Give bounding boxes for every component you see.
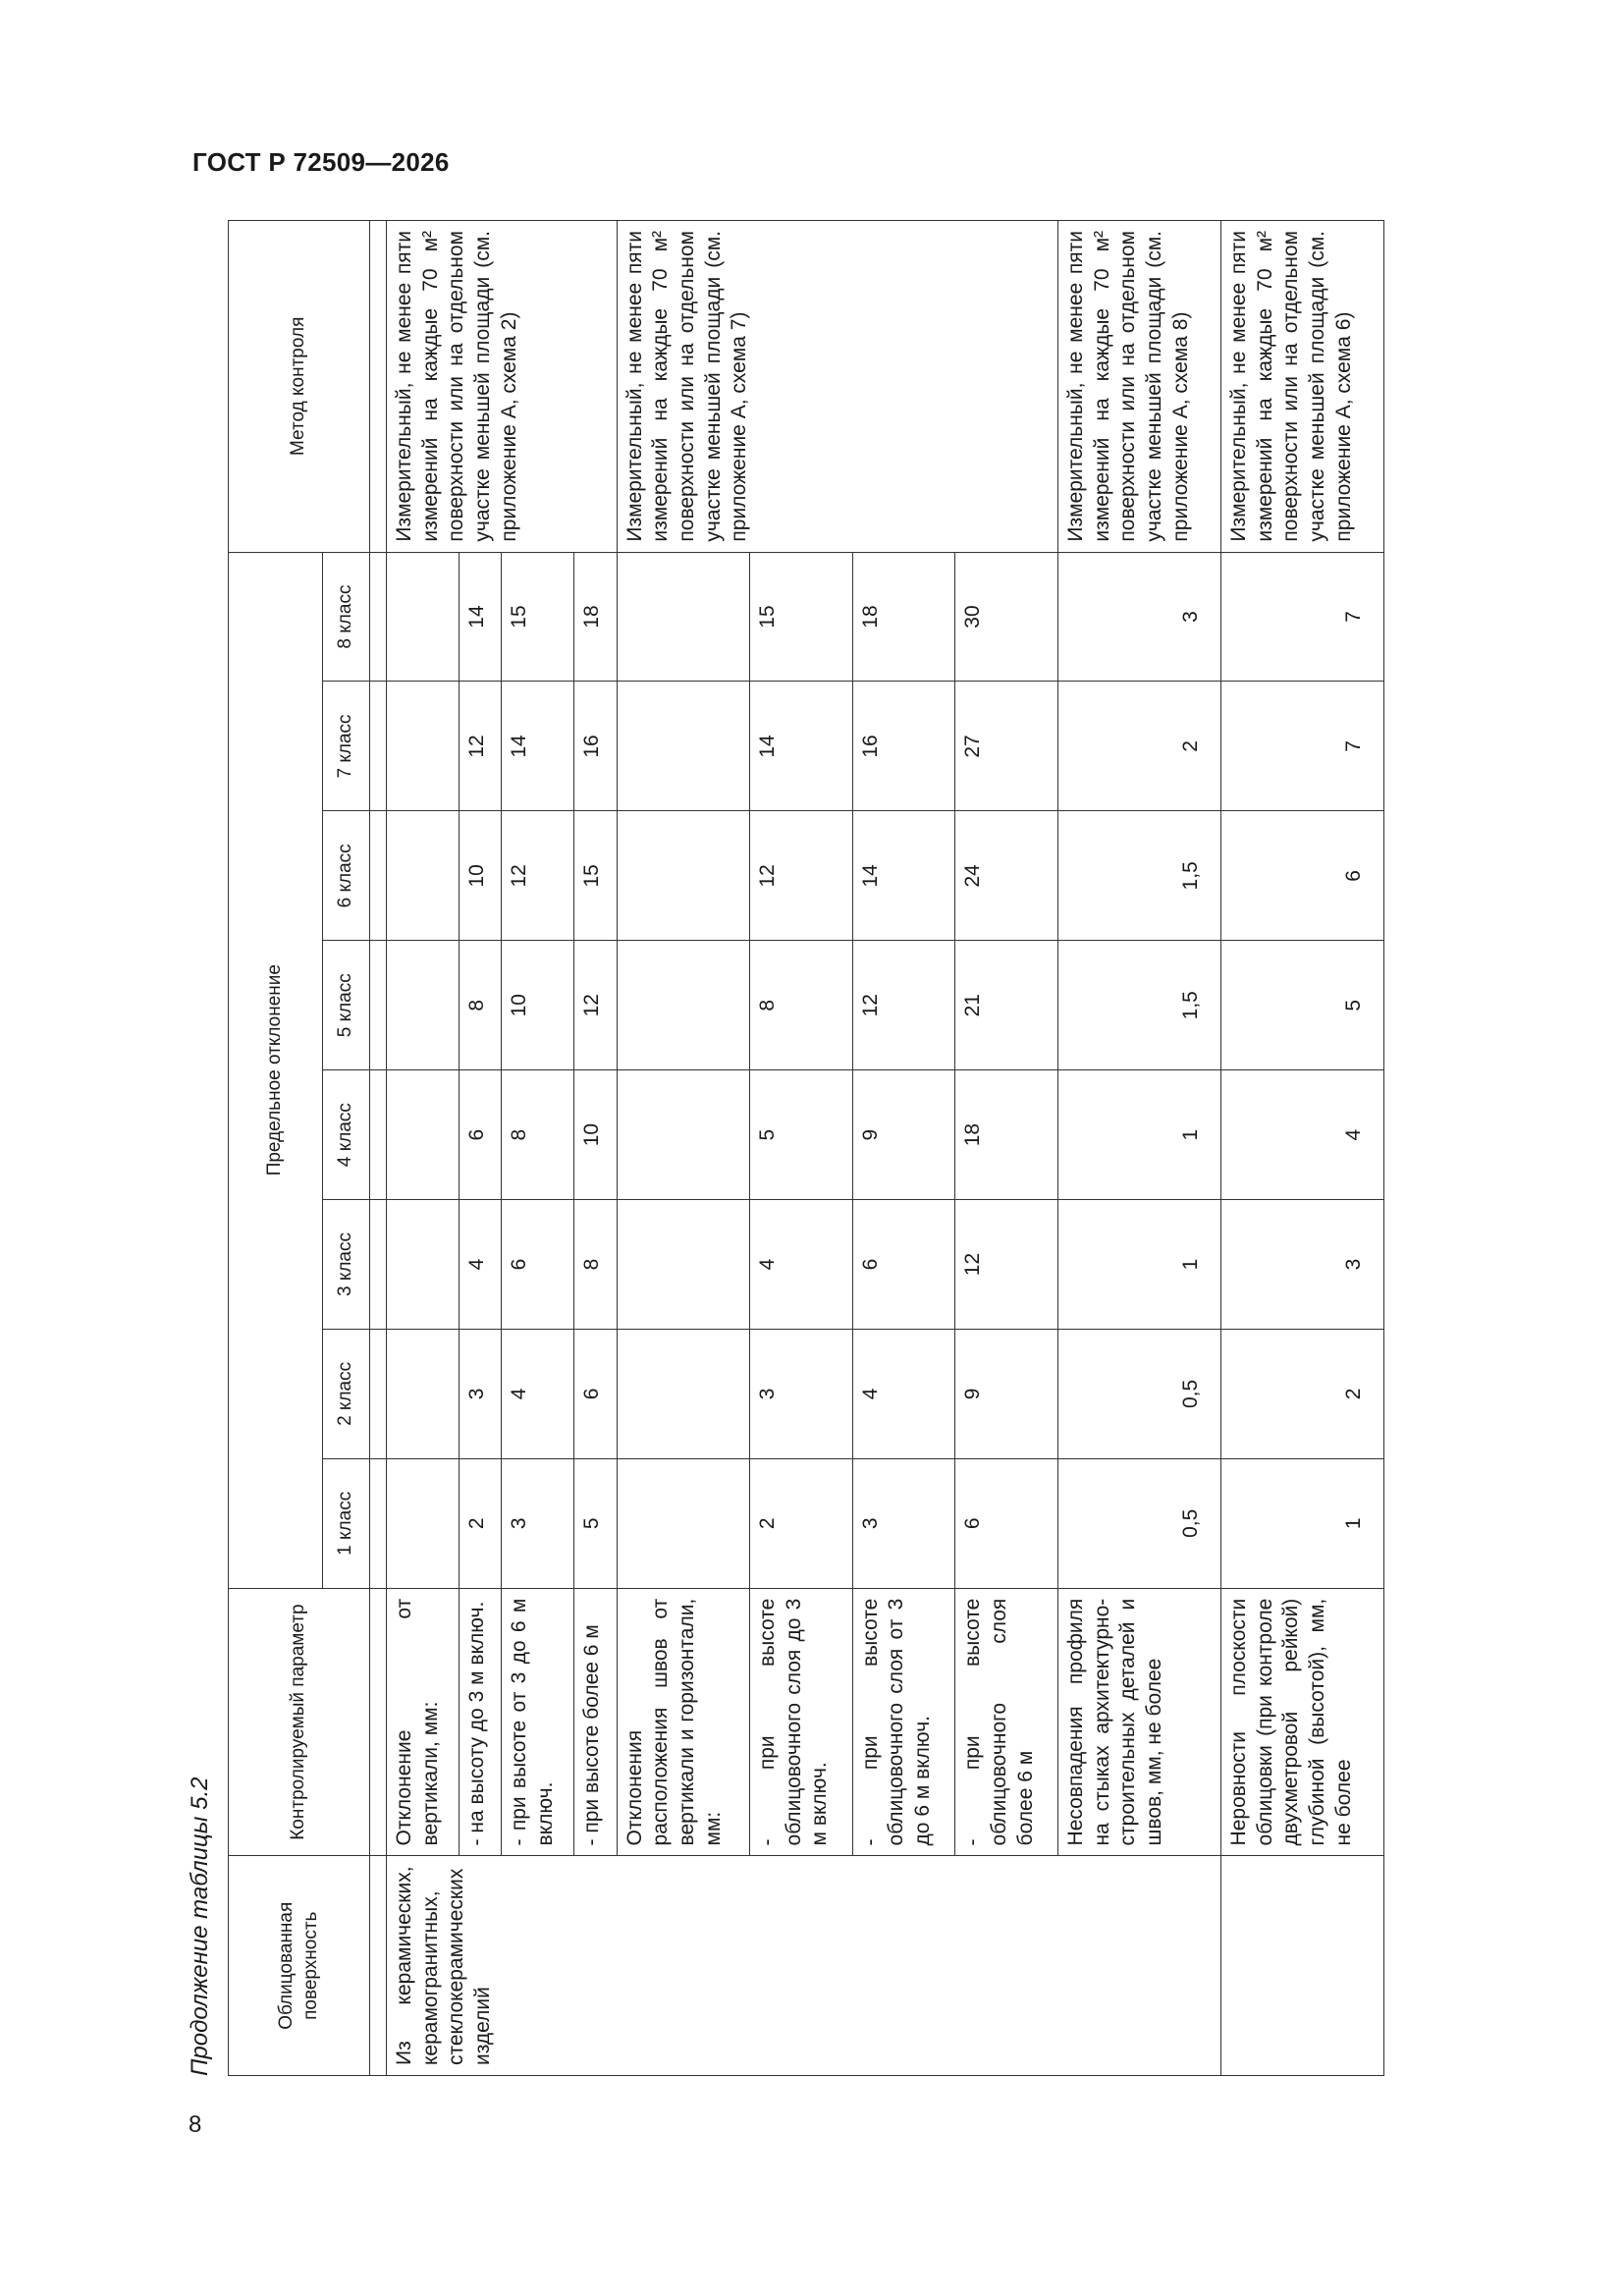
value-cell: 8 (459, 941, 501, 1070)
value-cell: 8 (749, 941, 852, 1070)
value-cell: 8 (574, 1200, 617, 1330)
value-cell: 1 (1220, 1458, 1383, 1588)
value-cell: 16 (574, 682, 617, 811)
header-class-7: 7 класс (323, 682, 370, 811)
parameter-label: - при высоте облицовочного слоя до 3 м включ. (749, 1588, 852, 1856)
value-cell: 5 (1220, 941, 1383, 1070)
parameter-label: - при высоте облицовочного слоя от 3 до 6 м включ. (852, 1588, 955, 1856)
value-cell: 24 (955, 811, 1058, 941)
value-cell: 15 (749, 552, 852, 682)
parameter-label: Несовпадения профиля на стыках архитектурно-строительных деталей и швов, мм, не более (1057, 1588, 1220, 1856)
value-cell: 7 (1220, 552, 1383, 682)
value-cell: 18 (955, 1070, 1058, 1200)
header-class-5: 5 класс (323, 941, 370, 1070)
parameter-label: - при высоте от 3 до 6 м включ. (502, 1588, 574, 1856)
document-code: ГОСТ Р 72509—2026 (192, 147, 450, 177)
value-cell: 18 (574, 552, 617, 682)
value-cell: 3 (459, 1329, 501, 1458)
value-cell: 3 (1220, 1200, 1383, 1330)
value-cell: 4 (852, 1329, 955, 1458)
value-cell: 3 (1057, 552, 1220, 682)
header-method: Метод контроля (229, 221, 370, 553)
parameter-title: Отклонения расположения швов от вертикали и горизонтали, мм: (617, 1588, 749, 1856)
value-cell: 10 (502, 941, 574, 1070)
value-cell: 4 (459, 1200, 501, 1330)
value-cell: 12 (749, 811, 852, 941)
value-cell: 7 (1220, 682, 1383, 811)
table-row (1057, 221, 1220, 2076)
column-number-row (370, 221, 387, 2076)
value-cell: 3 (502, 1458, 574, 1588)
value-cell: 1,5 (1057, 941, 1220, 1070)
method-cell: Измерительный, не менее пяти измерений на каждые 70 м² поверхности или на отдельном участке меньшей площади (см. приложение А, схема 8) (1057, 221, 1220, 553)
value-cell: 9 (955, 1329, 1058, 1458)
value-cell: 10 (459, 811, 501, 941)
header-class-3: 3 класс (323, 1200, 370, 1330)
value-cell: 3 (749, 1329, 852, 1458)
header-parameter: Контролируемый параметр (229, 1588, 370, 1856)
value-cell: 14 (749, 682, 852, 811)
value-cell: 6 (459, 1070, 501, 1200)
rotated-table-block (187, 220, 1384, 2076)
parameter-title: Отклонение от вертикали, мм: (387, 1588, 460, 1856)
method-cell: Измерительный, не менее пяти измерений на каждые 70 м² поверхности или на отдельном участке меньшей площади (см. приложение А, схема 2) (387, 221, 618, 553)
value-cell: 8 (502, 1070, 574, 1200)
value-cell: 9 (852, 1070, 955, 1200)
value-cell: 10 (574, 1070, 617, 1200)
value-cell: 30 (955, 552, 1058, 682)
header-deviation: Предельное отклонение (229, 552, 323, 1588)
table-row (617, 221, 749, 2076)
header-class-2: 2 класс (323, 1329, 370, 1458)
value-cell: 5 (749, 1070, 852, 1200)
deviation-table (228, 220, 1384, 2076)
value-cell: 15 (502, 552, 574, 682)
value-cell: 2 (459, 1458, 501, 1588)
value-cell: 6 (502, 1200, 574, 1330)
value-cell: 4 (1220, 1070, 1383, 1200)
value-cell: 6 (852, 1200, 955, 1330)
value-cell: 2 (1220, 1329, 1383, 1458)
page-number: 8 (189, 2111, 202, 2138)
value-cell: 2 (749, 1458, 852, 1588)
value-cell: 6 (955, 1458, 1058, 1588)
header-class-8: 8 класс (323, 552, 370, 682)
value-cell: 12 (852, 941, 955, 1070)
value-cell: 1 (1057, 1070, 1220, 1200)
parameter-label: - на высоту до 3 м включ. (459, 1588, 501, 1856)
value-cell: 15 (574, 811, 617, 941)
table-row (387, 221, 460, 2076)
value-cell: 27 (955, 682, 1058, 811)
value-cell: 1 (1057, 1200, 1220, 1330)
value-cell: 12 (955, 1200, 1058, 1330)
value-cell: 4 (502, 1329, 574, 1458)
value-cell: 12 (459, 682, 501, 811)
value-cell: 5 (574, 1458, 617, 1588)
value-cell: 6 (1220, 811, 1383, 941)
value-cell: 14 (852, 811, 955, 941)
value-cell: 3 (852, 1458, 955, 1588)
value-cell: 21 (955, 941, 1058, 1070)
surface-cell: Из керамических, керамогранитных, стеклокерамических изделий (387, 1856, 1221, 2076)
table-row (1220, 221, 1383, 2076)
method-cell: Измерительный, не менее пяти измерений на каждые 70 м² поверхности или на отдельном участке меньшей площади (см. приложение А, схема 7) (617, 221, 1057, 553)
value-cell: 12 (502, 811, 574, 941)
method-cell: Измерительный, не менее пяти измерений на каждые 70 м² поверхности или на отдельном участке меньшей площади (см. приложение А, схема 6) (1220, 221, 1383, 553)
value-cell: 6 (574, 1329, 617, 1458)
header-class-4: 4 класс (323, 1070, 370, 1200)
parameter-label: - при высоте облицовочного слоя более 6 м (955, 1588, 1058, 1856)
value-cell: 2 (1057, 682, 1220, 811)
value-cell: 18 (852, 552, 955, 682)
value-cell: 4 (749, 1200, 852, 1330)
table-caption: Продолжение таблицы 5.2 (187, 1777, 213, 2076)
parameter-label: - при высоте более 6 м (574, 1588, 617, 1856)
header-class-6: 6 класс (323, 811, 370, 941)
value-cell: 14 (459, 552, 501, 682)
value-cell: 16 (852, 682, 955, 811)
header-surface: Облицованная поверхность (229, 1856, 370, 2076)
value-cell: 1,5 (1057, 811, 1220, 941)
value-cell: 0,5 (1057, 1329, 1220, 1458)
value-cell: 12 (574, 941, 617, 1070)
parameter-label: Неровности плоскости облицовки (при контроле двухметровой рейкой) глубиной (высотой), мм, не более (1220, 1588, 1383, 1856)
header-class-1: 1 класс (323, 1458, 370, 1588)
value-cell: 0,5 (1057, 1458, 1220, 1588)
value-cell: 14 (502, 682, 574, 811)
